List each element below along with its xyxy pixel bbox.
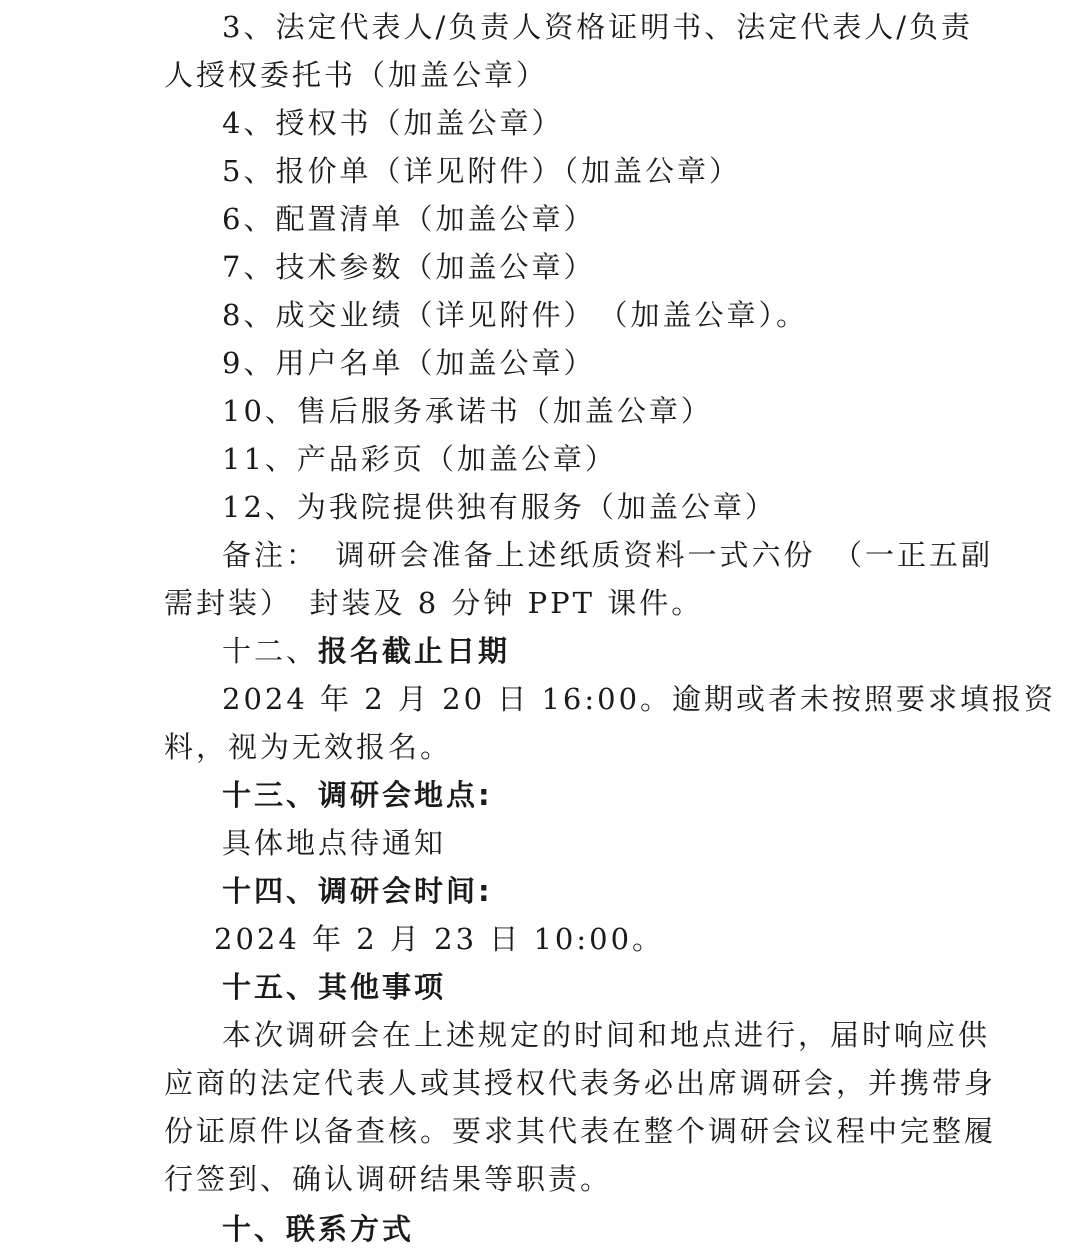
section-15-body-line-4: 行签到、确认调研结果等职责。 — [164, 1162, 613, 1196]
material-item-10: 10、售后服务承诺书（加盖公章） — [222, 394, 713, 428]
section-14-heading: 十四、调研会时间: — [222, 874, 493, 908]
note-line-1: 备注： 调研会准备上述纸质资料一式六份 （一正五副 — [222, 538, 994, 572]
material-item-11: 11、产品彩页（加盖公章） — [222, 442, 617, 476]
section-12-body-line-2: 料，视为无效报名。 — [164, 730, 453, 764]
section-15-body-line-1: 本次调研会在上述规定的时间和地点进行，届时响应供 — [222, 1018, 991, 1052]
material-item-3-line-2: 人授权委托书（加盖公章） — [164, 58, 549, 92]
contact-heading: 十、联系方式 — [222, 1212, 415, 1246]
material-item-12: 12、为我院提供独有服务（加盖公章） — [222, 490, 777, 524]
section-13-body: 具体地点待通知 — [222, 826, 447, 860]
section-13-heading: 十三、调研会地点: — [222, 778, 493, 812]
material-item-7: 7、技术参数（加盖公章） — [222, 250, 596, 284]
section-15-heading: 十五、其他事项 — [222, 970, 447, 1004]
material-item-9: 9、用户名单（加盖公章） — [222, 346, 596, 380]
material-item-4: 4、授权书（加盖公章） — [222, 106, 564, 140]
material-item-6: 6、配置清单（加盖公章） — [222, 202, 596, 236]
section-12-number: 十二、 — [222, 634, 319, 668]
section-12-title: 报名截止日期 — [318, 634, 511, 668]
section-12-heading — [222, 634, 510, 668]
section-15-body-line-3: 份证原件以备查核。要求其代表在整个调研会议程中完整履 — [164, 1114, 997, 1148]
section-14-body: 2024 年 2 月 23 日 10:00。 — [214, 922, 665, 956]
section-12-body-line-1: 2024 年 2 月 20 日 16:00。逾期或者未按照要求填报资 — [222, 682, 1057, 716]
material-item-8: 8、成交业绩（详见附件） （加盖公章）。 — [222, 298, 808, 332]
material-item-5: 5、报价单（详见附件）（加盖公章） — [222, 154, 741, 188]
section-15-body-line-2: 应商的法定代表人或其授权代表务必出席调研会，并携带身 — [164, 1066, 997, 1100]
material-item-3-line-1: 3、法定代表人/负责人资格证明书、法定代表人/负责 — [222, 10, 973, 44]
note-line-2: 需封装） 封装及 8 分钟 PPT 课件。 — [164, 586, 704, 620]
